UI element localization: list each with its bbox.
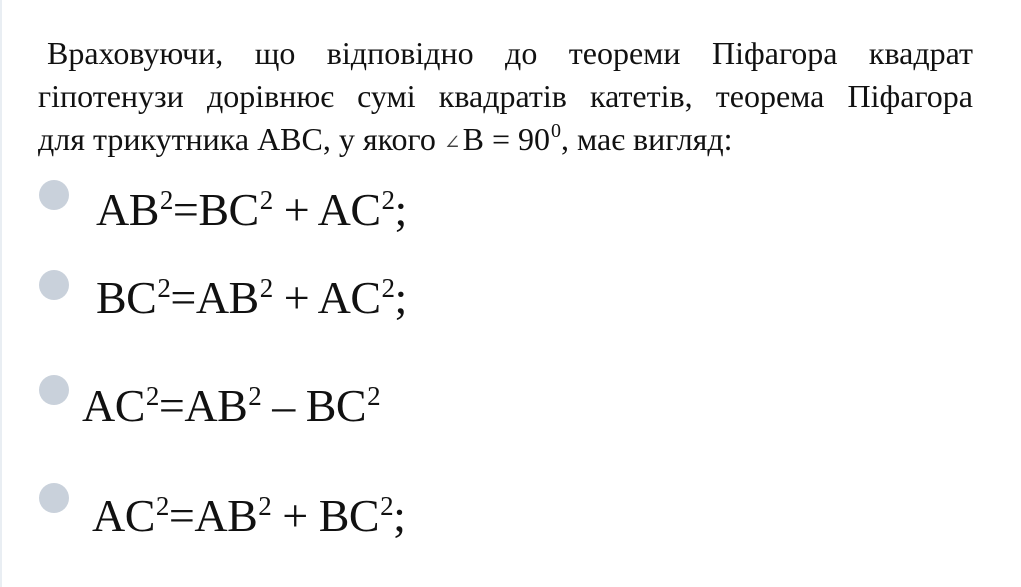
answer-formula-4: $AC^2=AB^2 + BC^2$;: [92, 490, 406, 541]
question-line-3: [38, 118, 973, 166]
question-line-3-end: , має вигляд:: [560, 121, 733, 157]
question-line-2: гіпотенузи дорівнює сумі квадратів катетів, теорема Піфагора: [38, 78, 973, 114]
question-line-1: Враховуючи, що відповідно до теореми Піфагора квадрат: [47, 35, 973, 71]
angle-condition: B = 90: [462, 121, 550, 157]
question-text: [38, 32, 973, 166]
angle-icon: ∠: [443, 132, 461, 154]
answer-formula-1: $AB^2=BC^2 + AC^2$;: [96, 184, 407, 235]
radio-button-icon[interactable]: [39, 180, 69, 210]
question-line-3-start: для трикутника АВС, у якого: [38, 121, 436, 157]
degree-superscript: 0: [550, 120, 561, 142]
answer-formula-2: $BC^2=AB^2 + AC^2$;: [96, 272, 407, 323]
radio-button-icon[interactable]: [39, 375, 69, 405]
radio-button-icon[interactable]: [39, 483, 69, 513]
radio-button-icon[interactable]: [39, 270, 69, 300]
answer-formula-3: $AC^2=AB^2 - BC^2$: [82, 380, 381, 431]
